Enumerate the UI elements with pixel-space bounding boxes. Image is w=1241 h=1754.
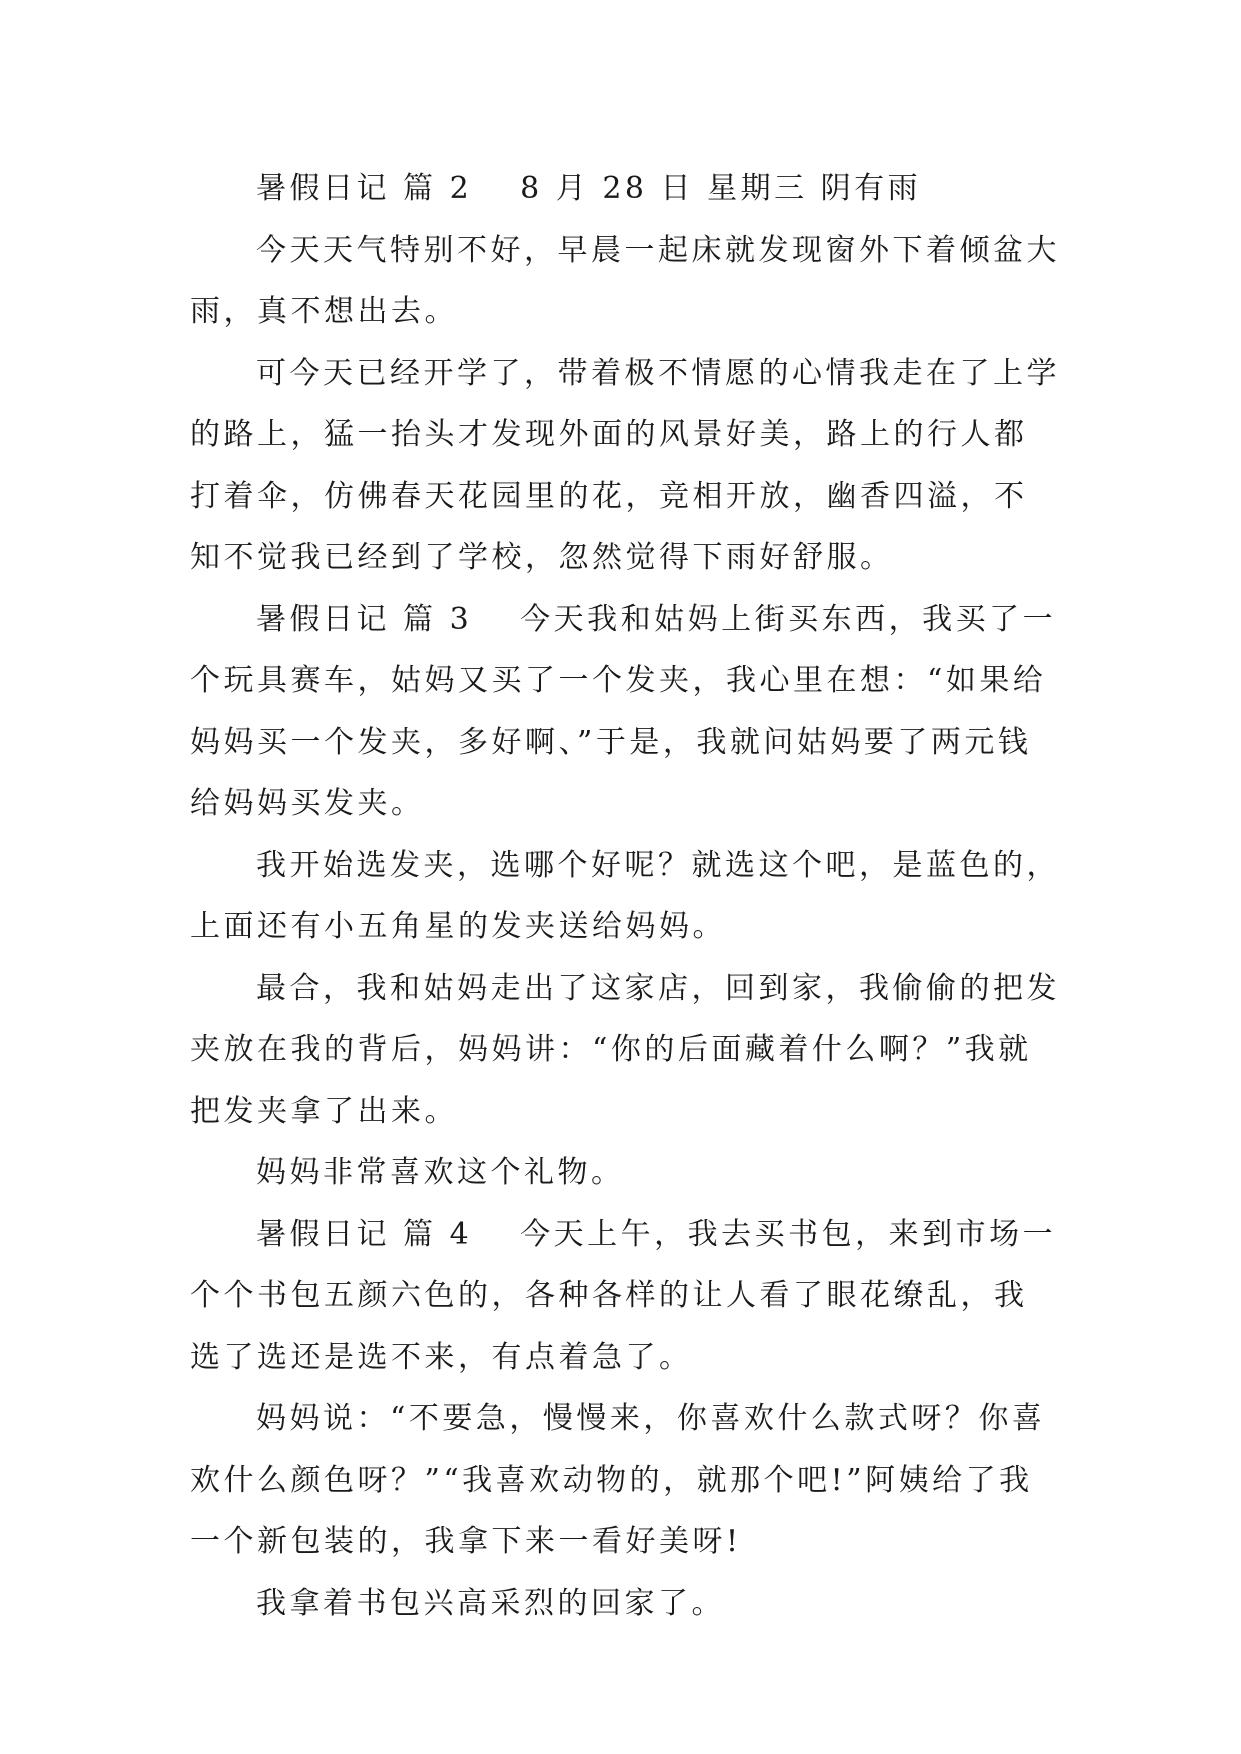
entry-text: 今天上午，我去买书包，来到市场一个个书包五颜六色的，各种各样的让人看了眼花缭乱，我选了选还是选不来，有点着急了。 bbox=[190, 1216, 1057, 1375]
paragraph: 妈妈说：“不要急，慢慢来，你喜欢什么款式呀？你喜欢什么颜色呀？”“我喜欢动物的，就那个吧!”阿姨给了我一个新包装的，我拿下来一看好美呀! bbox=[190, 1401, 1046, 1559]
paragraph: 我拿着书包兴高采烈的回家了。 bbox=[256, 1585, 725, 1621]
diary-entry-2-header bbox=[190, 158, 1060, 220]
paragraph: 我开始选发夹，选哪个好呢？就选这个吧，是蓝色的，上面还有小五角星的发夹送给妈妈。 bbox=[190, 847, 1060, 944]
entry-text: 今天我和姑妈上街买东西，我买了一个玩具赛车，姑妈又买了一个发夹，我心里在想：“如果给妈妈买一个发夹，多好啊、”于是，我就问姑妈要了两元钱给妈妈买发夹。 bbox=[190, 601, 1057, 821]
entry-date-weather: 8 月 28 日 星期三 阴有雨 bbox=[520, 171, 922, 206]
entry-heading: 暑假日记 篇 2 bbox=[256, 171, 473, 206]
entry-heading: 暑假日记 篇 3 bbox=[256, 601, 473, 637]
document-body bbox=[190, 158, 1060, 1634]
paragraph: 最合，我和姑妈走出了这家店，回到家，我偷偷的把发夹放在我的背后，妈妈讲：“你的后面藏着什么啊？”我就把发夹拿了出来。 bbox=[190, 970, 1060, 1129]
paragraph: 可今天已经开学了，带着极不情愿的心情我走在了上学的路上，猛一抬头才发现外面的风景好美，路上的行人都打着伞，仿佛春天花园里的花，竞相开放，幽香四溢，不知不觉我已经到了学校，忽然觉得下雨好舒服。 bbox=[190, 355, 1060, 575]
diary-entry-3 bbox=[190, 589, 1060, 835]
paragraph: 今天天气特别不好，早晨一起床就发现窗外下着倾盆大雨，真不想出去。 bbox=[190, 232, 1060, 329]
entry-heading: 暑假日记 篇 4 bbox=[256, 1216, 473, 1252]
paragraph: 妈妈非常喜欢这个礼物。 bbox=[256, 1155, 625, 1190]
diary-entry-4 bbox=[190, 1204, 1060, 1389]
